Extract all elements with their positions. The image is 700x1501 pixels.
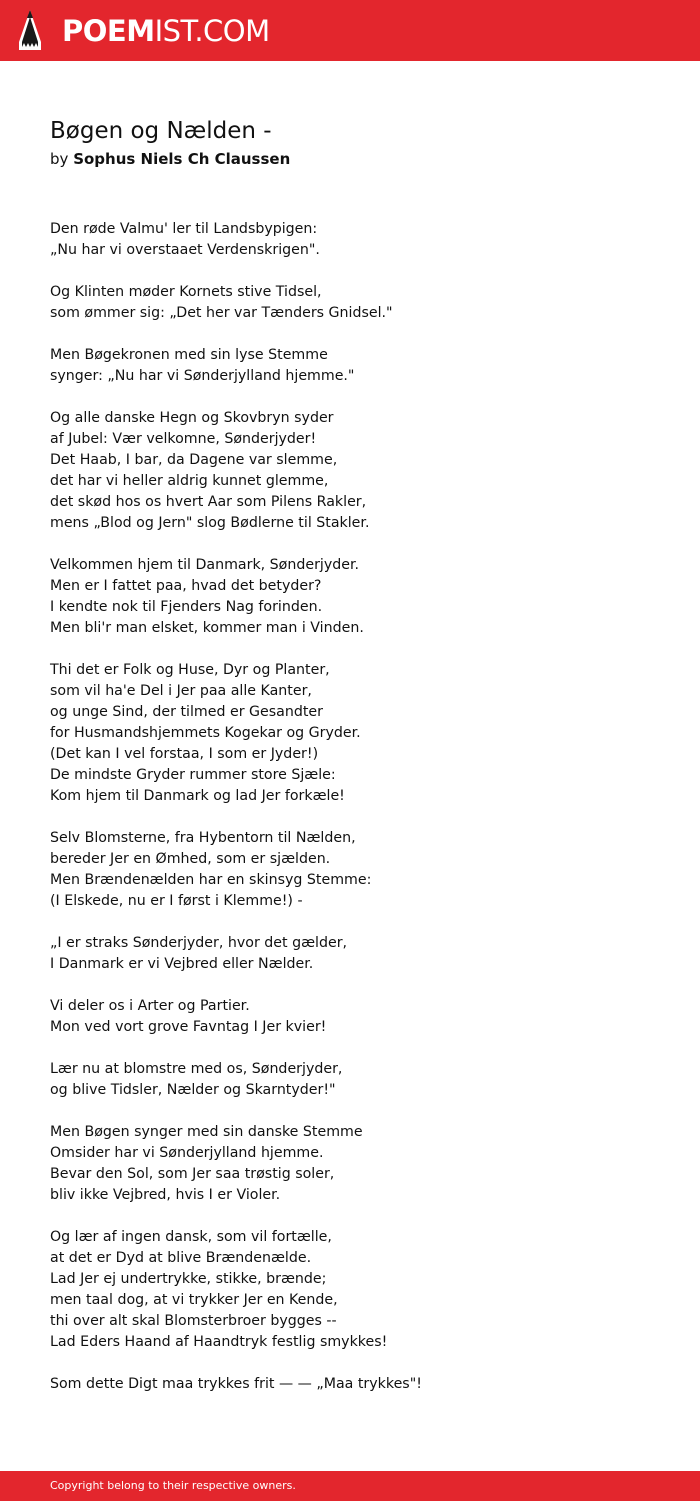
poem-line: „I er straks Sønderjyder, hvor det gælder, — [50, 935, 348, 951]
stanza — [50, 555, 650, 639]
poem-line: Det Haab, I bar, da Dagene var slemme, — [50, 452, 338, 468]
poem-line: Kom hjem til Danmark og lad Jer forkæle! — [50, 788, 345, 804]
copyright-text: Copyright belong to their respective owners. — [50, 1479, 296, 1492]
poem-line: (Det kan I vel forstaa, I som er Jyder!) — [50, 746, 319, 762]
poem-line: thi over alt skal Blomsterbroer bygges -- — [50, 1313, 337, 1329]
stanza — [50, 660, 650, 807]
poem-line: Men er I fattet paa, hvad det betyder? — [50, 578, 322, 594]
poem-line: synger: „Nu har vi Sønderjylland hjemme." — [50, 368, 355, 384]
poem-line: Og Klinten møder Kornets stive Tidsel, — [50, 284, 322, 300]
site-header — [0, 0, 700, 61]
stanza — [50, 828, 650, 912]
poem-line: De mindste Gryder rummer store Sjæle: — [50, 767, 336, 783]
poem-line: for Husmandshjemmets Kogekar og Gryder. — [50, 725, 361, 741]
stanza — [50, 1059, 650, 1101]
poem-line: Lad Eders Haand af Haandtryk festlig smykkes! — [50, 1334, 388, 1350]
poem-line: og blive Tidsler, Nælder og Skarntyder!" — [50, 1082, 336, 1098]
poem-line: Men bli'r man elsket, kommer man i Vinden. — [50, 620, 364, 636]
poem-line: (I Elskede, nu er I først i Klemme!) - — [50, 893, 303, 909]
site-logo-link[interactable] — [62, 13, 270, 49]
poem-line: Og lær af ingen dansk, som vil fortælle, — [50, 1229, 332, 1245]
poem-line: Thi det er Folk og Huse, Dyr og Planter, — [50, 662, 330, 678]
brand-light-text: IST.COM — [154, 14, 270, 48]
poem-line: Lær nu at blomstre med os, Sønderjyder, — [50, 1061, 343, 1077]
stanza — [50, 219, 650, 261]
poem-line: Og alle danske Hegn og Skovbryn syder — [50, 410, 334, 426]
poem-line: at det er Dyd at blive Brændenælde. — [50, 1250, 312, 1266]
stanza — [50, 282, 650, 324]
poem-line: Vi deler os i Arter og Partier. — [50, 998, 250, 1014]
poem-title: Bøgen og Nælden - — [50, 118, 272, 144]
stanza — [50, 1122, 650, 1206]
poem-line: af Jubel: Vær velkomne, Sønderjyder! — [50, 431, 317, 447]
poem-line: og unge Sind, der tilmed er Gesandter — [50, 704, 323, 720]
poem-line: Velkommen hjem til Danmark, Sønderjyder. — [50, 557, 360, 573]
poem-line: Omsider har vi Sønderjylland hjemme. — [50, 1145, 324, 1161]
byline — [50, 148, 290, 170]
poem-line: Men Bøgen synger med sin danske Stemme — [50, 1124, 363, 1140]
poem-line: Selv Blomsterne, fra Hybentorn til Nælden, — [50, 830, 356, 846]
poem-line: Bevar den Sol, som Jer saa trøstig soler, — [50, 1166, 335, 1182]
poem-line: det har vi heller aldrig kunnet glemme, — [50, 473, 329, 489]
poem-line: Mon ved vort grove Favntag I Jer kvier! — [50, 1019, 327, 1035]
poem-line: bereder Jer en Ømhed, som er sjælden. — [50, 851, 331, 867]
poem-line: men taal dog, at vi trykker Jer en Kende, — [50, 1292, 338, 1308]
poem-line: „Nu har vi overstaaet Verdenskrigen". — [50, 242, 320, 258]
poem-line: Den røde Valmu' ler til Landsbypigen: — [50, 221, 318, 237]
poem-line: I Danmark er vi Vejbred eller Nælder. — [50, 956, 314, 972]
poem-body — [50, 219, 650, 1416]
byline-prefix: by — [50, 150, 69, 168]
stanza — [50, 408, 650, 534]
poem-line: I kendte nok til Fjenders Nag forinden. — [50, 599, 323, 615]
stanza — [50, 1374, 650, 1395]
poem-line: Men Bøgekronen med sin lyse Stemme — [50, 347, 328, 363]
poem-line: det skød hos os hvert Aar som Pilens Rakler, — [50, 494, 367, 510]
poem-line: Som dette Digt maa trykkes frit — — „Maa trykkes"! — [50, 1376, 422, 1392]
poem-line: Men Brændenælden har en skinsyg Stemme: — [50, 872, 372, 888]
stanza — [50, 996, 650, 1038]
site-footer — [0, 1471, 700, 1501]
poem-line: som vil ha'e Del i Jer paa alle Kanter, — [50, 683, 312, 699]
author-name[interactable]: Sophus Niels Ch Claussen — [73, 150, 291, 168]
poem-line: bliv ikke Vejbred, hvis I er Violer. — [50, 1187, 281, 1203]
poem-line: som ømmer sig: „Det her var Tænders Gnidsel." — [50, 305, 393, 321]
stanza — [50, 345, 650, 387]
poem-line: mens „Blod og Jern" slog Bødlerne til Stakler. — [50, 515, 370, 531]
stanza — [50, 1227, 650, 1353]
pencil-tip-icon[interactable] — [18, 9, 42, 51]
stanza — [50, 933, 650, 975]
brand-bold-text: POEM — [62, 14, 155, 48]
poem-line: Lad Jer ej undertrykke, stikke, brænde; — [50, 1271, 327, 1287]
